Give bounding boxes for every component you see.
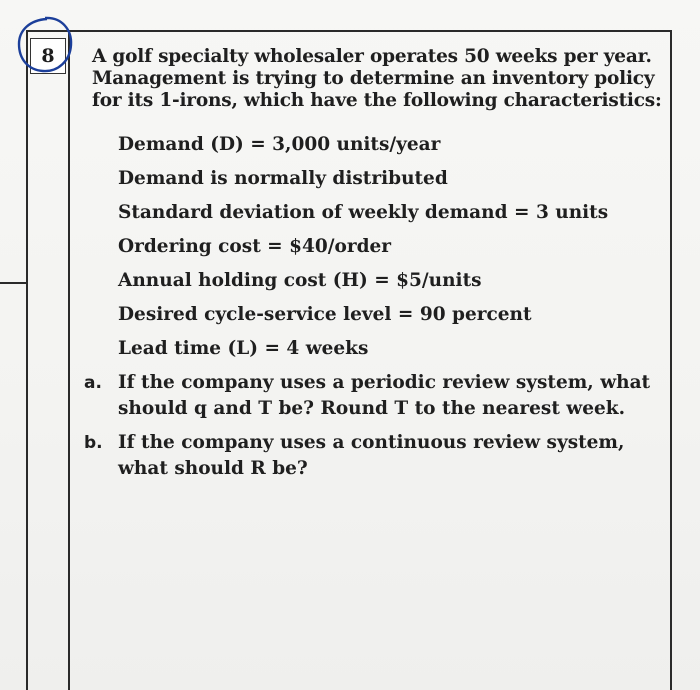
characteristic-lead-time: Lead time (L) = 4 weeks	[118, 338, 369, 359]
problem-number: 8	[30, 38, 66, 74]
characteristic-std-dev: Standard deviation of weekly demand = 3 units	[118, 202, 609, 223]
question-line: should q and T be? Round T to the nearest week.	[118, 398, 626, 419]
question-line: If the company uses a periodic review system, what	[118, 372, 651, 393]
problem-intro	[92, 46, 662, 112]
characteristic-distribution: Demand is normally distributed	[118, 168, 448, 189]
question-label: b.	[84, 433, 103, 453]
margin-rule	[0, 282, 27, 284]
question-b	[84, 430, 624, 481]
characteristic-demand: Demand (D) = 3,000 units/year	[118, 134, 441, 155]
table-right-border	[670, 30, 672, 690]
question-line: what should R be?	[118, 458, 308, 479]
question-a	[84, 370, 650, 421]
intro-line: Management is trying to determine an inventory policy	[92, 68, 655, 89]
characteristic-holding-cost: Annual holding cost (H) = $5/units	[118, 270, 482, 291]
question-label: a.	[84, 373, 102, 393]
question-line: If the company uses a continuous review system,	[118, 432, 625, 453]
characteristic-ordering-cost: Ordering cost = $40/order	[118, 236, 392, 257]
table-column-divider	[68, 30, 70, 690]
intro-line: A golf specialty wholesaler operates 50 weeks per year.	[92, 46, 652, 67]
characteristic-service-level: Desired cycle-service level = 90 percent	[118, 304, 532, 325]
characteristics-list	[118, 128, 608, 366]
table-left-border	[26, 30, 28, 690]
table-top-border	[26, 30, 672, 32]
intro-line: for its 1-irons, which have the following characteristics:	[92, 90, 662, 111]
